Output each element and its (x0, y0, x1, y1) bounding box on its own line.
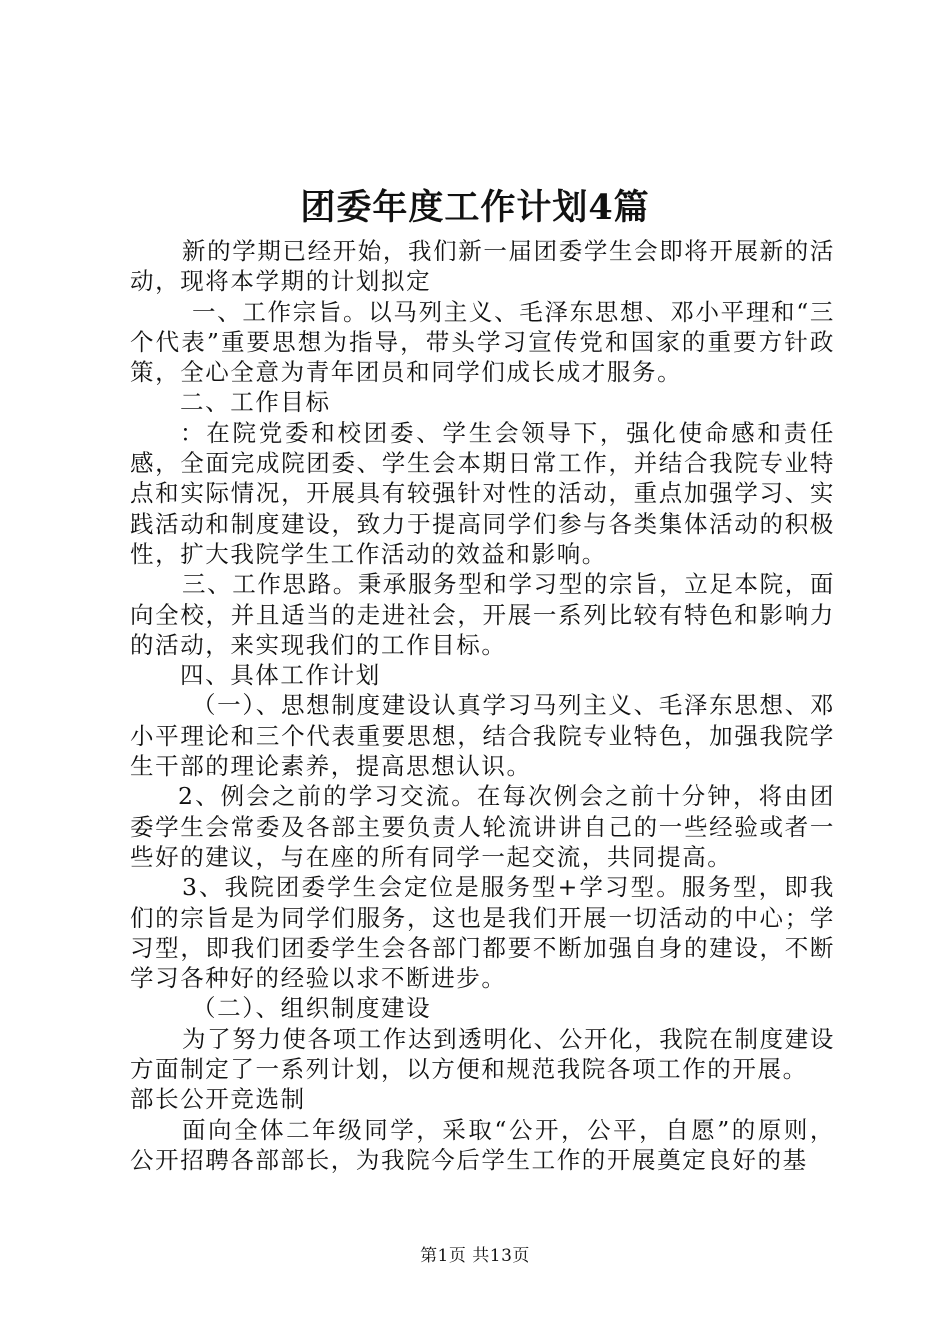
paragraph-plan-two: 2、例会之前的学习交流。在每次例会之前十分钟，将由团委学生会常委及各部主要负责人轮流讲讲自己的一些经验或者一些好的建议，与在座的所有同学一起交流，共同提高。 (130, 782, 835, 871)
paragraph-approach: 三、工作思路。秉承服务型和学习型的宗旨，立足本院，面向全校，并且适当的走进社会，开展一系列比较有特色和影响力的活动，来实现我们的工作目标。 (130, 570, 835, 659)
heading-plan: 四、具体工作计划 (180, 661, 381, 690)
heading-goals: 二、工作目标 (180, 388, 331, 417)
paragraph-plan-one: （一）、思想制度建设认真学习马列主义、毛泽东思想、邓小平理论和三个代表重要思想，结合我院专业特色，加强我院学生干部的理论素养，提高思想认识。 (130, 691, 835, 781)
document-title: 团委年度工作计划4篇 (300, 187, 650, 228)
paragraph-org-system: 为了努力使各项工作达到透明化、公开化，我院在制度建设方面制定了一系列计划，以方便和规范我院各项工作的开展。 (130, 1024, 835, 1084)
page-number: 第1页 共13页 (420, 1246, 530, 1266)
heading-org-system: （二）、组织制度建设 (192, 994, 432, 1023)
paragraph-purpose: 一、工作宗旨。以马列主义、毛泽东思想、邓小平理和“三个代表”重要思想为指导，带头学习宣传党和国家的重要方针政策，全心全意为青年团员和同学们成长成才服务。 (130, 297, 835, 387)
paragraph-election: 面向全体二年级同学，采取“公开，公平，自愿”的原则，公开招聘各部部长，为我院今后学生工作的开展奠定良好的基 (130, 1115, 835, 1174)
heading-election: 部长公开竞选制 (130, 1085, 306, 1114)
paragraph-intro: 新的学期已经开始，我们新一届团委学生会即将开展新的活动，现将本学期的计划拟定 (130, 237, 835, 296)
paragraph-plan-three: 3、我院团委学生会定位是服务型+学习型。服务型，即我们的宗旨是为同学们服务，这也是我们开展一切活动的中心；学习型，即我们团委学生会各部门都要不断加强自身的建设，不断学习各种好的经验以求不断进步。 (130, 873, 835, 993)
paragraph-goals: ：在院党委和校团委、学生会领导下，强化使命感和责任感，全面完成院团委、学生会本期日常工作，并结合我院专业特点和实际情况，开展具有较强针对性的活动，重点加强学习、实践活动和制度建设，致力于提高同学们参与各类集体活动的积极性，扩大我院学生工作活动的效益和影响。 (130, 418, 835, 568)
document-body (130, 236, 835, 1175)
